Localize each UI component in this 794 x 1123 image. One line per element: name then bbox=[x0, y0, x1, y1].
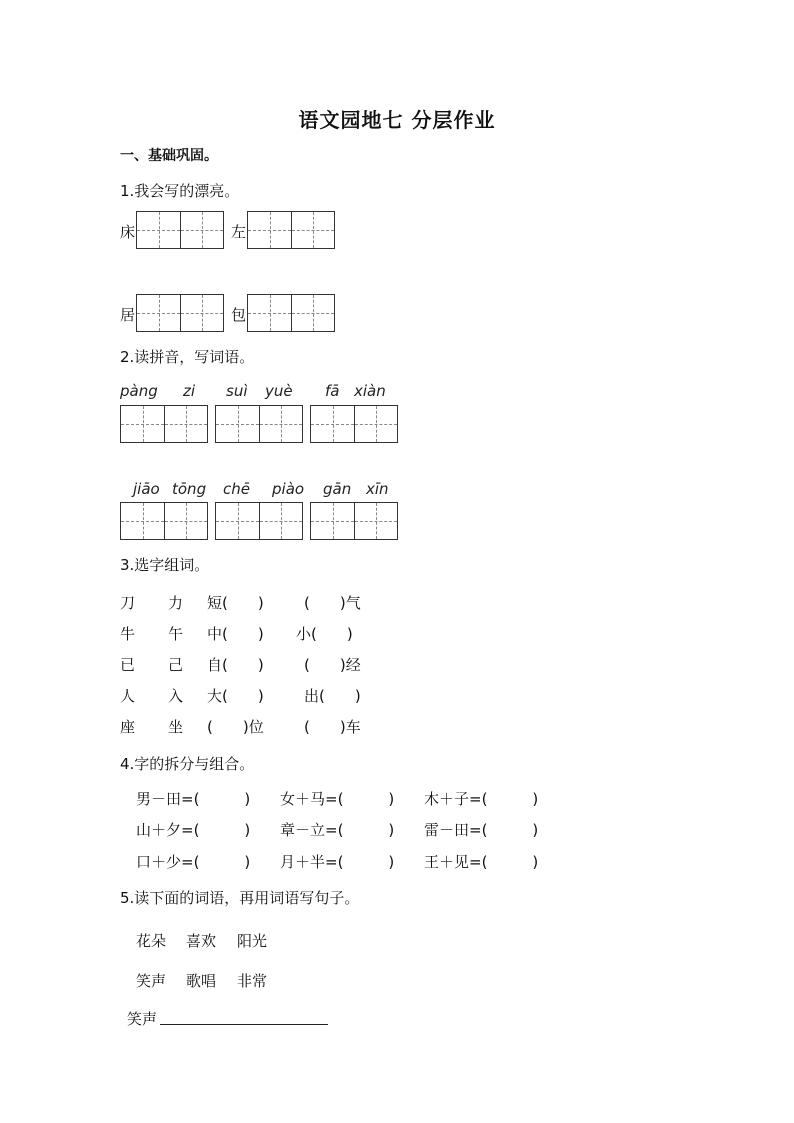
blank-equation[interactable]: 雷－田=( ) bbox=[424, 821, 539, 839]
pinyin: fā bbox=[325, 382, 340, 400]
page-title: 语文园地七 分层作业 bbox=[298, 108, 496, 132]
blank-equation[interactable]: 口＋少=( ) bbox=[136, 853, 251, 871]
char-label: 居 bbox=[120, 306, 136, 324]
question-1-label: 1.我会写的漂亮。 bbox=[120, 182, 240, 200]
blank-equation[interactable]: 木＋子=( ) bbox=[424, 790, 539, 808]
pinyin: suì bbox=[226, 382, 248, 400]
word: 歌唱 bbox=[186, 972, 217, 990]
writing-grid[interactable] bbox=[310, 405, 398, 443]
char-label: 床 bbox=[120, 223, 136, 241]
pinyin: chē bbox=[223, 480, 250, 498]
char-option: 坐 bbox=[168, 718, 184, 736]
char-label: 包 bbox=[231, 306, 247, 324]
blank-equation[interactable]: 男－田=( ) bbox=[136, 790, 251, 808]
sentence-label: 笑声 bbox=[127, 1010, 158, 1028]
writing-grid[interactable] bbox=[136, 211, 224, 249]
writing-grid[interactable] bbox=[120, 502, 208, 540]
pinyin: yuè bbox=[265, 382, 293, 400]
blank-equation[interactable]: 章－立=( ) bbox=[280, 821, 395, 839]
pinyin: xiàn bbox=[354, 382, 386, 400]
char-option: 午 bbox=[168, 625, 184, 643]
blank-word[interactable]: 大( ) bbox=[207, 687, 264, 705]
question-3-label: 3.选字组词。 bbox=[120, 556, 210, 574]
pinyin: piào bbox=[272, 480, 305, 498]
writing-grid[interactable] bbox=[247, 294, 335, 332]
question-5-label: 5.读下面的词语，再用词语写句子。 bbox=[120, 889, 360, 907]
blank-word[interactable]: 自( ) bbox=[207, 656, 264, 674]
blank-word[interactable]: ( )经 bbox=[304, 656, 361, 674]
char-option: 座 bbox=[120, 718, 136, 736]
pinyin: pàng bbox=[120, 382, 158, 400]
blank-word[interactable]: 出( ) bbox=[304, 687, 361, 705]
pinyin: jiāo bbox=[133, 480, 160, 498]
blank-word[interactable]: 中( ) bbox=[207, 625, 264, 643]
writing-grid[interactable] bbox=[215, 405, 303, 443]
blank-equation[interactable]: 女＋马=( ) bbox=[280, 790, 395, 808]
char-option: 人 bbox=[120, 687, 136, 705]
writing-grid[interactable] bbox=[136, 294, 224, 332]
blank-equation[interactable]: 月＋半=( ) bbox=[280, 853, 395, 871]
blank-word[interactable]: ( )位 bbox=[207, 718, 264, 736]
word: 花朵 bbox=[136, 932, 167, 950]
writing-grid[interactable] bbox=[215, 502, 303, 540]
pinyin: gān bbox=[323, 480, 352, 498]
writing-grid[interactable] bbox=[247, 211, 335, 249]
char-option: 已 bbox=[120, 656, 136, 674]
answer-line[interactable] bbox=[160, 1024, 328, 1025]
blank-equation[interactable]: 王＋见=( ) bbox=[424, 853, 539, 871]
blank-equation[interactable]: 山＋夕=( ) bbox=[136, 821, 251, 839]
writing-grid[interactable] bbox=[310, 502, 398, 540]
word: 笑声 bbox=[136, 972, 167, 990]
char-label: 左 bbox=[231, 223, 247, 241]
question-2-label: 2.读拼音，写词语。 bbox=[120, 348, 255, 366]
pinyin: xīn bbox=[366, 480, 389, 498]
blank-word[interactable]: 短( ) bbox=[207, 594, 264, 612]
char-option: 牛 bbox=[120, 625, 136, 643]
question-4-label: 4.字的拆分与组合。 bbox=[120, 755, 255, 773]
blank-word[interactable]: ( )气 bbox=[304, 594, 361, 612]
word: 阳光 bbox=[237, 932, 268, 950]
char-option: 力 bbox=[168, 594, 184, 612]
word: 非常 bbox=[237, 972, 268, 990]
char-option: 入 bbox=[168, 687, 184, 705]
section-heading: 一、基础巩固。 bbox=[120, 148, 218, 164]
char-option: 刀 bbox=[120, 594, 136, 612]
writing-grid[interactable] bbox=[120, 405, 208, 443]
word: 喜欢 bbox=[186, 932, 217, 950]
pinyin: zi bbox=[183, 382, 196, 400]
blank-word[interactable]: 小( ) bbox=[296, 625, 353, 643]
pinyin: tōng bbox=[172, 480, 207, 498]
blank-word[interactable]: ( )车 bbox=[304, 718, 361, 736]
char-option: 己 bbox=[168, 656, 184, 674]
